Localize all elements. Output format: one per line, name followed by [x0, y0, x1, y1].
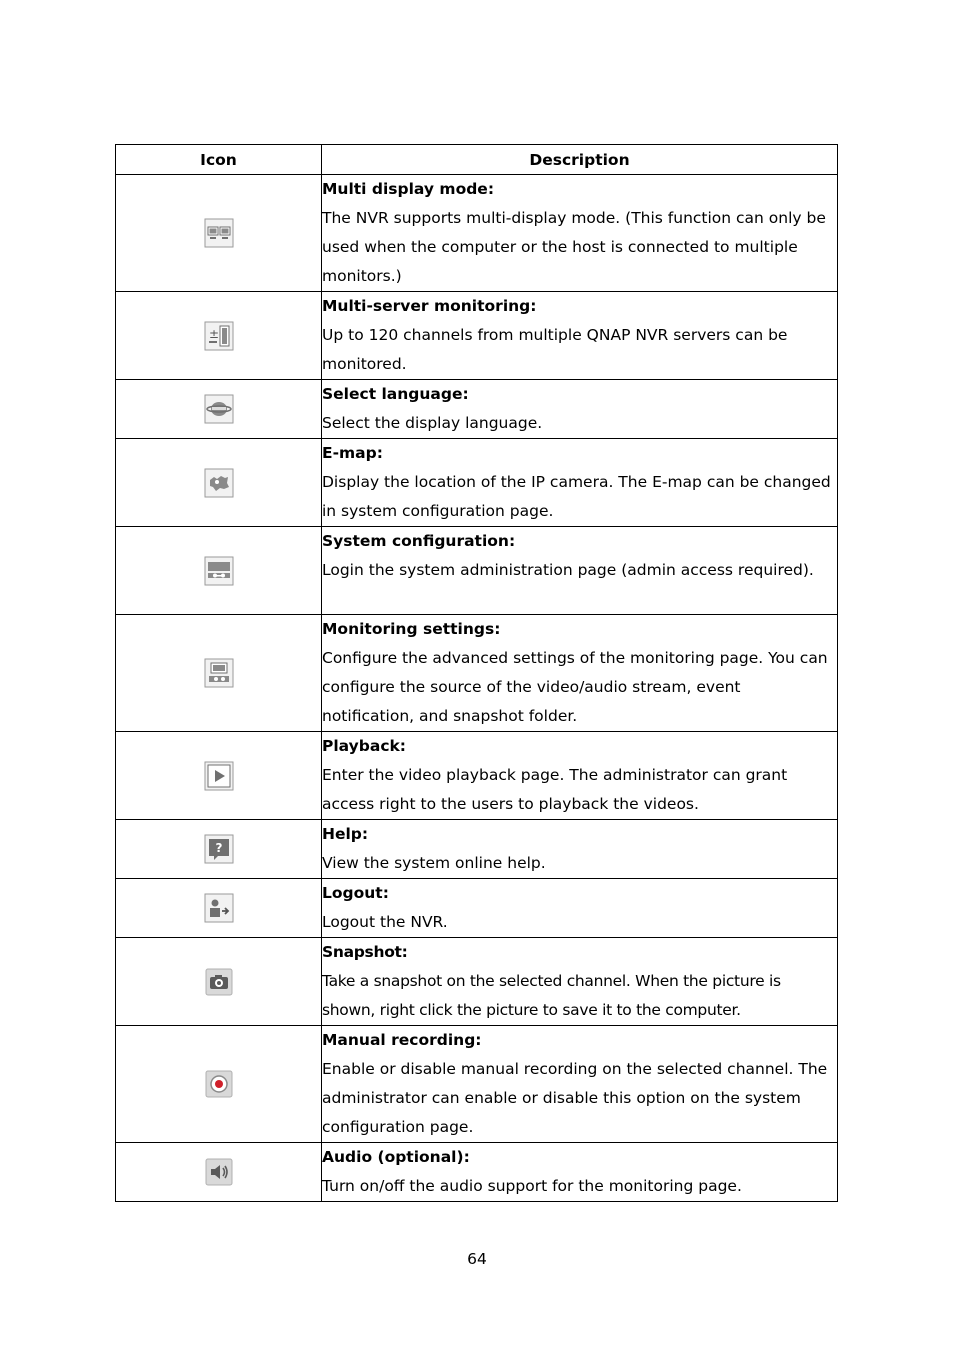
row-title: Audio (optional): — [322, 1148, 470, 1166]
table-row — [116, 938, 838, 1026]
table-row — [116, 820, 838, 879]
play-icon — [204, 761, 234, 791]
icon-description-table — [115, 144, 838, 1202]
multi-server-icon — [204, 321, 234, 351]
row-title: Manual recording: — [322, 1031, 482, 1049]
row-description: Display the location of the IP camera. The E-map can be changed in system configuration page. — [322, 473, 831, 520]
row-description: Take a snapshot on the selected channel. When the picture is shown, right click the picture to save it to the computer. — [322, 972, 781, 1019]
row-description: Select the display language. — [322, 414, 543, 432]
page-number: 64 — [467, 1250, 487, 1268]
row-description: Configure the advanced settings of the monitoring page. You can configure the source of the video/audio stream, event notification, and snapshot folder. — [322, 649, 828, 725]
row-title: Logout: — [322, 884, 389, 902]
row-title: E-map: — [322, 444, 383, 462]
monitor-settings-icon — [204, 658, 234, 688]
row-title: Snapshot: — [322, 943, 408, 961]
row-description: View the system online help. — [322, 854, 546, 872]
system-config-icon — [204, 556, 234, 586]
record-icon — [204, 1069, 234, 1099]
row-description: Login the system administration page (admin access required). — [322, 561, 814, 579]
globe-icon — [204, 394, 234, 424]
row-title: Playback: — [322, 737, 407, 755]
row-title: Multi-server monitoring: — [322, 297, 537, 315]
row-title: Multi display mode: — [322, 180, 495, 198]
map-icon — [204, 468, 234, 498]
help-icon — [204, 834, 234, 864]
row-title: Select language: — [322, 385, 469, 403]
logout-icon — [204, 893, 234, 923]
table-row — [116, 879, 838, 938]
row-description: Up to 120 channels from multiple QNAP NVR servers can be monitored. — [322, 326, 788, 373]
table-row — [116, 1143, 838, 1202]
row-description: Enable or disable manual recording on the selected channel. The administrator can enable or disable this option on the system configuration page. — [322, 1060, 828, 1136]
row-title: Monitoring settings: — [322, 620, 501, 638]
table-row — [116, 732, 838, 820]
svg-text:?: ? — [215, 841, 222, 855]
row-description: The NVR supports multi-display mode. (This function can only be used when the computer or the host is connected to multiple monitors.) — [322, 209, 826, 285]
multi-display-icon — [204, 218, 234, 248]
header-description: Description — [322, 145, 838, 175]
row-description: Turn on/off the audio support for the monitoring page. — [322, 1177, 742, 1195]
row-title: System configuration: — [322, 532, 516, 550]
table-row — [116, 380, 838, 439]
table-row — [116, 615, 838, 732]
row-title: Help: — [322, 825, 369, 843]
row-description: Enter the video playback page. The administrator can grant access right to the users to playback the videos. — [322, 766, 788, 813]
camera-icon — [204, 967, 234, 997]
table-row — [116, 527, 838, 615]
svg-text:±: ± — [208, 326, 219, 341]
table-row — [116, 292, 838, 380]
speaker-icon — [204, 1157, 234, 1187]
row-description: Logout the NVR. — [322, 913, 448, 931]
table-row — [116, 1026, 838, 1143]
header-icon: Icon — [116, 145, 322, 175]
table-row — [116, 439, 838, 527]
table-header-row — [116, 145, 838, 175]
table-row — [116, 175, 838, 292]
